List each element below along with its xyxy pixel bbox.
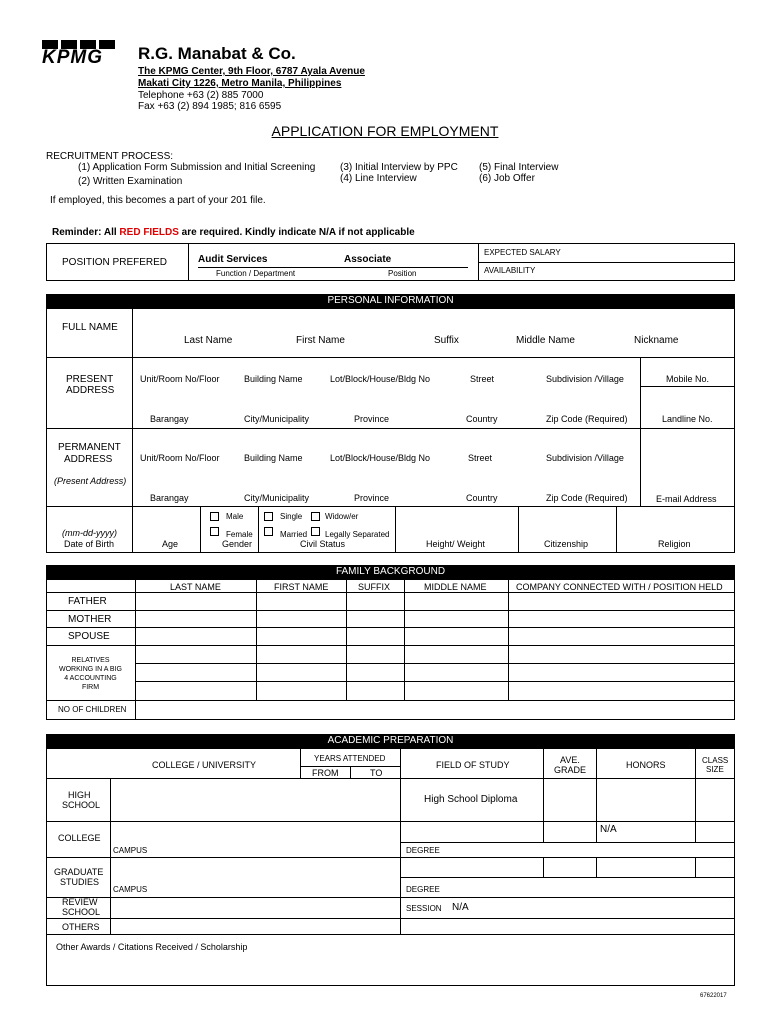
recruitment-step-3: (3) Initial Interview by PPC <box>340 162 458 173</box>
married-checkbox[interactable] <box>264 527 273 536</box>
mother-label: MOTHER <box>68 614 112 625</box>
present-barangay-label: Barangay <box>150 414 189 424</box>
hs-diploma-value[interactable]: High School Diploma <box>424 794 518 805</box>
college-campus-label: CAMPUS <box>113 846 148 855</box>
family-col-suffix: SUFFIX <box>358 582 391 592</box>
permanent-subdivision-label: Subdivision /Village <box>546 453 624 463</box>
present-building-label: Building Name <box>244 374 303 384</box>
permanent-label: PERMANENT <box>58 442 121 453</box>
college-label: COLLEGE <box>58 833 101 843</box>
recruitment-step-6: (6) Job Offer <box>479 173 535 184</box>
graduate-campus-label: CAMPUS <box>113 885 148 894</box>
recruitment-step-5: (5) Final Interview <box>479 162 559 173</box>
personal-info-band: PERSONAL INFORMATION <box>46 294 735 308</box>
review-label-2: SCHOOL <box>62 907 101 917</box>
email-label: E-mail Address <box>656 494 717 504</box>
graduate-label-2: STUDIES <box>60 877 100 887</box>
widower-label: Widow/er <box>325 512 359 521</box>
family-col-last: LAST NAME <box>170 582 221 592</box>
family-col-company: COMPANY CONNECTED WITH / POSITION HELD <box>516 582 723 592</box>
single-checkbox[interactable] <box>264 512 273 521</box>
high-school-label-2: SCHOOL <box>62 800 101 810</box>
grade-col: GRADE <box>554 765 587 775</box>
last-name-label: Last Name <box>184 335 233 346</box>
gender-label: Gender <box>222 539 253 549</box>
reminder-post: are required. Kindly indicate N/A if not applicable <box>178 227 415 238</box>
reminder <box>52 227 415 238</box>
college-degree-label: DEGREE <box>406 846 440 855</box>
years-attended-col: YEARS ATTENDED <box>314 754 386 763</box>
graduate-label-1: GRADUATE <box>54 867 104 877</box>
male-label: Male <box>226 512 244 521</box>
citizenship-label: Citizenship <box>544 539 589 549</box>
female-label: Female <box>226 530 253 539</box>
permanent-zip-label: Zip Code (Required) <box>546 493 628 503</box>
from-col: FROM <box>312 768 339 778</box>
position-value[interactable]: Associate <box>344 254 392 265</box>
full-name-label: FULL NAME <box>62 322 118 333</box>
kpmg-logo <box>40 38 120 66</box>
position-label: Position <box>388 269 417 278</box>
age-label: Age <box>162 539 179 549</box>
present-label: PRESENT <box>66 374 114 385</box>
position-prefered-label: POSITION PREFERED <box>62 257 168 268</box>
form-title: APPLICATION FOR EMPLOYMENT <box>271 123 499 139</box>
recruitment-step-1: (1) Application Form Submission and Initial Screening <box>78 162 316 173</box>
mobile-label: Mobile No. <box>666 374 710 384</box>
married-label: Married <box>280 530 308 539</box>
present-address-hint: (Present Address) <box>54 476 127 486</box>
suffix-label: Suffix <box>434 335 459 346</box>
size-col: SIZE <box>706 765 724 774</box>
college-honors-value[interactable]: N/A <box>600 824 617 835</box>
company-address-1: The KPMG Center, 9th Floor, 6787 Ayala Avenue <box>138 66 365 77</box>
first-name-label: First Name <box>296 335 345 346</box>
high-school-label-1: HIGH <box>68 790 91 800</box>
family-col-first: FIRST NAME <box>274 582 329 592</box>
permanent-unit-label: Unit/Room No/Floor <box>140 453 220 463</box>
female-checkbox[interactable] <box>210 527 219 536</box>
session-label: SESSION <box>406 904 442 913</box>
awards-label: Other Awards / Citations Received / Scholarship <box>56 942 248 952</box>
dob-label: Date of Birth <box>64 539 115 549</box>
recruitment-label: RECRUITMENT PROCESS: <box>46 151 174 162</box>
logo-text: KPMG <box>42 47 103 68</box>
footer-code: 67622017 <box>700 993 727 999</box>
permanent-country-label: Country <box>466 493 498 503</box>
widower-checkbox[interactable] <box>311 512 320 521</box>
company-fax: Fax +63 (2) 894 1985; 816 6595 <box>138 101 282 112</box>
legally-separated-checkbox[interactable] <box>311 527 320 536</box>
company-telephone: Telephone +63 (2) 885 7000 <box>138 90 264 101</box>
religion-label: Religion <box>658 539 691 549</box>
present-unit-label: Unit/Room No/Floor <box>140 374 220 384</box>
nickname-label: Nickname <box>634 335 679 346</box>
spouse-label: SPOUSE <box>68 631 110 642</box>
reminder-red: RED FIELDS <box>119 227 179 238</box>
relatives-label-2: WORKING IN A BIG <box>58 666 122 673</box>
reminder-pre: Reminder: All <box>52 227 120 238</box>
personal-info-table <box>46 308 735 553</box>
relatives-label-4: FIRM <box>81 684 100 691</box>
review-label-1: REVIEW <box>62 897 98 907</box>
ave-col: AVE. <box>560 755 580 765</box>
college-university-col: COLLEGE / UNIVERSITY <box>152 760 257 770</box>
permanent-city-label: City/Municipality <box>244 493 310 503</box>
permanent-lot-label: Lot/Block/House/Bldg No <box>330 453 431 463</box>
permanent-address-label: ADDRESS <box>64 454 113 465</box>
employment-note: If employed, this becomes a part of your 201 file. <box>50 195 266 206</box>
present-subdivision-label: Subdivision /Village <box>546 374 624 384</box>
company-name: R.G. Manabat & Co. <box>138 44 296 63</box>
function-value[interactable]: Audit Services <box>198 254 268 265</box>
permanent-building-label: Building Name <box>244 453 303 463</box>
permanent-barangay-label: Barangay <box>150 493 189 503</box>
academic-band: ACADEMIC PREPARATION <box>46 734 735 748</box>
dob-hint: (mm-dd-yyyy) <box>62 528 117 538</box>
honors-col: HONORS <box>626 760 666 770</box>
class-col: CLASS <box>702 756 729 765</box>
present-zip-label: Zip Code (Required) <box>546 414 628 424</box>
height-weight-label: Height/ Weight <box>426 539 485 549</box>
male-checkbox[interactable] <box>210 512 219 521</box>
relatives-label-1: RELATIVES <box>71 657 110 664</box>
graduate-degree-label: DEGREE <box>406 885 440 894</box>
family-table <box>46 579 735 720</box>
civil-status-label: Civil Status <box>300 539 346 549</box>
recruitment-step-4: (4) Line Interview <box>340 173 417 184</box>
recruitment-step-2: (2) Written Examination <box>78 176 183 187</box>
to-col: TO <box>370 768 383 778</box>
present-province-label: Province <box>354 414 390 424</box>
middle-name-label: Middle Name <box>516 335 575 346</box>
legally-separated-label: Legally Separated <box>325 530 390 539</box>
landline-label: Landline No. <box>662 414 713 424</box>
children-label: NO OF CHILDREN <box>58 705 127 714</box>
family-background-band: FAMILY BACKGROUND <box>46 565 735 579</box>
family-col-middle: MIDDLE NAME <box>424 582 487 592</box>
relatives-label-3: 4 ACCOUNTING <box>64 675 117 682</box>
session-value[interactable]: N/A <box>452 902 469 913</box>
permanent-street-label: Street <box>468 453 493 463</box>
present-lot-label: Lot/Block/House/Bldg No <box>330 374 431 384</box>
expected-salary-label: EXPECTED SALARY <box>484 248 561 257</box>
field-of-study-col: FIELD OF STUDY <box>436 760 510 770</box>
availability-label: AVAILABILITY <box>484 266 536 275</box>
present-country-label: Country <box>466 414 498 424</box>
present-address-label: ADDRESS <box>66 385 115 396</box>
others-label: OTHERS <box>62 922 100 932</box>
present-street-label: Street <box>470 374 495 384</box>
company-address-2: Makati City 1226, Metro Manila, Philippines <box>138 78 342 89</box>
father-label: FATHER <box>68 596 107 607</box>
single-label: Single <box>280 512 303 521</box>
permanent-province-label: Province <box>354 493 390 503</box>
present-city-label: City/Municipality <box>244 414 310 424</box>
function-label: Function / Department <box>216 269 296 278</box>
